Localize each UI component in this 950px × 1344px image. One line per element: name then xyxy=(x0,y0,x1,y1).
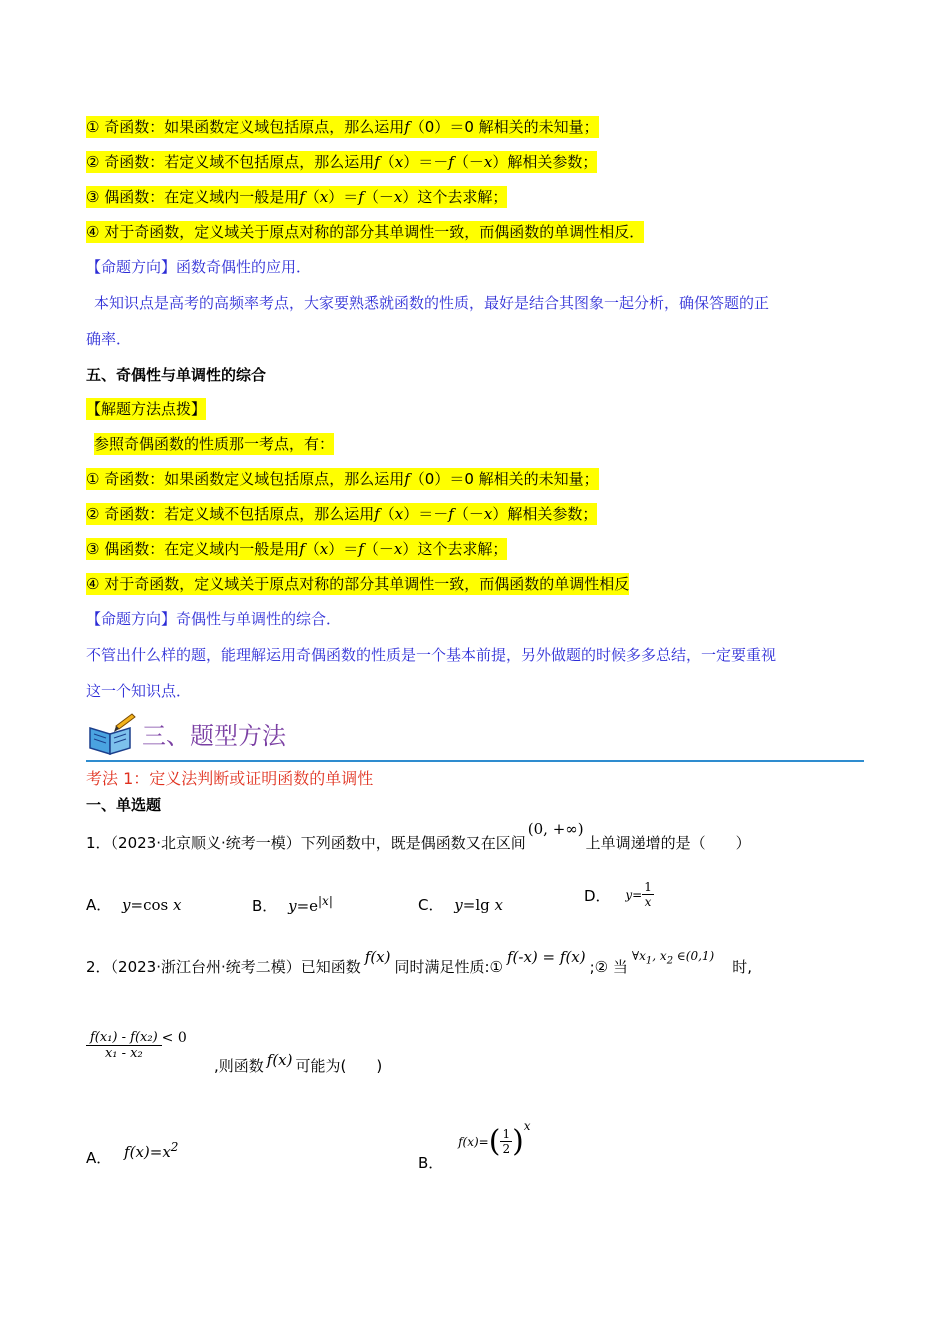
rule-even xyxy=(86,538,507,560)
text: ）这个去求解； xyxy=(402,188,508,206)
math-expr: =e xyxy=(296,897,319,915)
math-f: f xyxy=(448,153,454,171)
math-exponent: x xyxy=(523,1119,531,1133)
inequality xyxy=(86,1030,187,1061)
text: 同时满足性质:① xyxy=(394,958,503,976)
note-line-1: 不管出什么样的题，能理解运用奇偶函数的性质是一个基本前提，另外做题的时候多多总结，一定要重视 xyxy=(86,646,777,664)
fraction-denominator: 2 xyxy=(502,1142,511,1156)
book-icon xyxy=(86,712,138,758)
text: （－ xyxy=(363,188,394,206)
text: ① 奇函数：如果函数定义域包括原点，那么运用 xyxy=(86,118,405,136)
math-exponent: 2 xyxy=(170,1140,179,1154)
text: ）这个去求解； xyxy=(402,540,508,558)
math-f: f xyxy=(299,188,305,206)
text: （0）＝0 解相关的未知量； xyxy=(409,118,599,136)
rule-monotonic: ④ 对于奇函数，定义域关于原点对称的部分其单调性一致，而偶函数的单调性相反 xyxy=(86,575,630,593)
question-1 xyxy=(86,820,751,854)
math-text: ∈(0,1) xyxy=(673,949,715,963)
direction-text: 函数奇偶性的应用． xyxy=(176,258,312,276)
direction-text: 奇偶性与单调性的综合． xyxy=(176,610,342,628)
math-f: f xyxy=(358,188,364,206)
math-sub: 1 xyxy=(645,955,653,967)
section-heading: 五、奇偶性与单调性的综合 xyxy=(86,366,267,384)
option-label: D． xyxy=(584,887,611,905)
option-label: A． xyxy=(86,1149,112,1167)
subsection-heading: 一、单选题 xyxy=(86,796,162,814)
text: （ xyxy=(304,188,320,206)
rule-odd-with-origin xyxy=(86,116,599,138)
math-forall xyxy=(631,949,715,967)
math-x: x xyxy=(483,153,493,171)
math-sub: 2 xyxy=(666,955,674,967)
math-f: f xyxy=(358,540,364,558)
paren-left: ( xyxy=(488,1124,501,1159)
text: （ xyxy=(379,153,395,171)
text: 时, xyxy=(732,958,752,976)
math-property: f(-x) = f(x) xyxy=(507,948,586,966)
text: ② 奇函数：若定义域不包括原点，那么运用 xyxy=(86,153,375,171)
option-label: B． xyxy=(418,1154,444,1172)
math-x: x xyxy=(394,153,404,171)
math-text: ∀x xyxy=(631,949,646,963)
fraction-numerator: 1 xyxy=(502,1127,511,1141)
text: ① 奇函数：如果函数定义域包括原点，那么运用 xyxy=(86,470,405,488)
math-f: f xyxy=(374,505,380,523)
math-exponent: |x| xyxy=(318,894,333,908)
math-x: x xyxy=(394,505,404,523)
option-a xyxy=(86,894,181,915)
math-expr: =lg xyxy=(462,896,490,914)
fraction xyxy=(500,1127,512,1156)
fraction-denominator: x xyxy=(644,895,652,909)
math-x: x xyxy=(393,540,403,558)
section-title: 三、题型方法 xyxy=(142,722,286,750)
paren-right: ) xyxy=(512,1124,524,1159)
direction-label: 【命题方向】 xyxy=(86,258,177,276)
text: （－ xyxy=(453,153,484,171)
fraction-denominator: x₁ - x₂ xyxy=(104,1046,143,1061)
math-lt0: < 0 xyxy=(161,1029,187,1046)
tips-label: 【解题方法点拨】 xyxy=(86,400,207,418)
text: ）解相关参数； xyxy=(492,505,598,523)
option-b xyxy=(252,894,333,916)
math-y: y xyxy=(122,896,131,914)
math-fx: f(x) xyxy=(266,1051,293,1069)
text: 可能为( ) xyxy=(295,1057,383,1075)
option-c xyxy=(418,894,503,915)
math-x: x xyxy=(483,505,493,523)
option-label: C． xyxy=(418,896,444,914)
math-f: f xyxy=(374,153,380,171)
option-d xyxy=(584,880,654,909)
option-a xyxy=(86,1140,179,1167)
fraction xyxy=(86,1030,162,1061)
direction-line xyxy=(86,608,341,630)
question-number: 2． xyxy=(86,958,111,976)
math-expr: f(x)= xyxy=(458,1135,489,1149)
question-2-ask xyxy=(214,1051,383,1076)
text: （－ xyxy=(453,505,484,523)
direction-line xyxy=(86,256,311,278)
text: ）＝ xyxy=(328,540,359,558)
rule-odd-with-origin xyxy=(86,468,599,490)
math-text: , x xyxy=(652,949,667,963)
math-x: x xyxy=(319,540,329,558)
option-b xyxy=(418,1119,531,1172)
text: （－ xyxy=(363,540,394,558)
text: ）＝－ xyxy=(403,153,449,171)
fraction-numerator: f(x₁) - f(x₂) xyxy=(86,1030,162,1046)
math-expr: f(x)=x xyxy=(124,1143,171,1161)
math-f: f xyxy=(404,118,410,136)
method-heading: 考法 1：定义法判断或证明函数的单调性 xyxy=(86,769,374,788)
text: ）＝ xyxy=(328,188,359,206)
option-label: B． xyxy=(252,897,278,915)
text: （0）＝0 解相关的未知量； xyxy=(409,470,599,488)
math-interval: (0, +∞) xyxy=(527,820,584,838)
question-stem: （2023·北京顺义·统考一模）下列函数中，既是偶函数又在区间 xyxy=(110,834,526,852)
fraction-numerator: 1 xyxy=(644,880,652,894)
math-eq: = xyxy=(632,888,643,902)
text: ,则函数 xyxy=(214,1057,264,1075)
question-tail: 上单调递增的是（ ） xyxy=(585,834,751,852)
math-y: y xyxy=(454,896,463,914)
math-y: y xyxy=(288,897,297,915)
math-x: x xyxy=(173,896,182,914)
text: （ xyxy=(304,540,320,558)
note-line-1: 本知识点是高考的高频率考点，大家要熟悉就函数的性质，最好是结合其图象一起分析，确保答题的正 xyxy=(94,294,770,312)
math-x: x xyxy=(319,188,329,206)
text: ;② 当 xyxy=(589,958,628,976)
question-stem: （2023·浙江台州·统考二模）已知函数 xyxy=(110,958,361,976)
rule-odd-without-origin xyxy=(86,151,597,173)
math-x: x xyxy=(393,188,403,206)
text: ③ 偶函数：在定义域内一般是用 xyxy=(86,188,300,206)
math-fx: f(x) xyxy=(364,948,391,966)
section-divider xyxy=(86,760,864,762)
rule-odd-without-origin xyxy=(86,503,597,525)
math-f: f xyxy=(404,470,410,488)
note-line-2: 确率． xyxy=(86,330,132,348)
tips-intro: 参照奇偶函数的性质那一考点，有： xyxy=(94,435,335,453)
direction-label: 【命题方向】 xyxy=(86,610,177,628)
rule-even xyxy=(86,186,507,208)
note-line-2: 这一个知识点． xyxy=(86,682,192,700)
math-f: f xyxy=(299,540,305,558)
math-x: x xyxy=(494,896,503,914)
text: （ xyxy=(379,505,395,523)
option-label: A． xyxy=(86,896,112,914)
fraction xyxy=(642,880,654,909)
math-f: f xyxy=(448,505,454,523)
text: ）＝－ xyxy=(403,505,449,523)
text: ）解相关参数； xyxy=(492,153,598,171)
text: ③ 偶函数：在定义域内一般是用 xyxy=(86,540,300,558)
text: ② 奇函数：若定义域不包括原点，那么运用 xyxy=(86,505,375,523)
math-y: y xyxy=(625,888,633,902)
rule-monotonic: ④ 对于奇函数，定义域关于原点对称的部分其单调性一致，而偶函数的单调性相反． xyxy=(86,223,645,241)
question-number: 1． xyxy=(86,834,111,852)
question-2 xyxy=(86,948,752,984)
math-expr: =cos xyxy=(130,896,169,914)
